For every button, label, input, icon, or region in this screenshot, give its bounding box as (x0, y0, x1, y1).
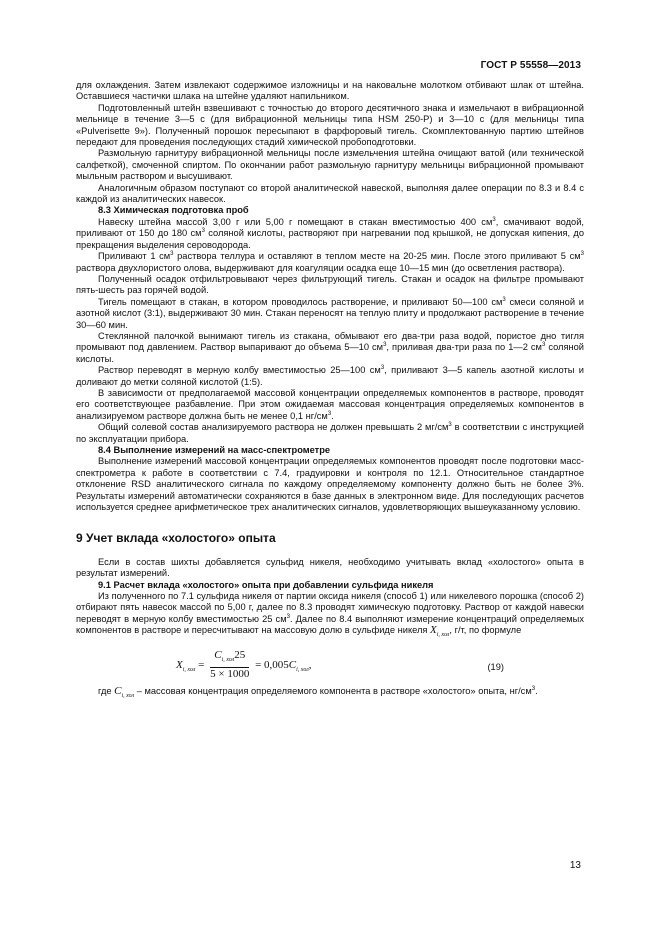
formula-symbol-x: $X_{i, хол}$ (430, 624, 450, 639)
paragraph: Выполнение измерений массовой концентрации определяемых компонентов проводят после подготовки масс-спектрометра к работе в соответствии с 7.4, градуировки и контроля по 12.1. Относительное стандартное отклонение RSD аналитического сигнала по каждому определяемому компоненту должно быть не более 3%. Результаты измерений автоматически сохраняются в базе данных в электронном виде. Для последующих расчетов используется среднее арифметическое трех аналитических сигналов, удовлетворяющих вышеуказанному условию. (76, 456, 584, 513)
formula-fraction: $\frac{C_{i, хол}25}{5 \times 1000}$ (210, 648, 250, 681)
paragraph: Полученный осадок отфильтровывают через фильтрующий тигель. Стакан и осадок на фильтре промывают пять-шесть раз горячей водой. (76, 273, 584, 296)
paragraph: В зависимости от предполагаемой массовой концентрации определяемых компонентов в растворе, проводят его соответствующее разбавление. При этом ожидаемая массовая концентрация определяемых компонентов в анализируемом растворе должна быть не менее 0,1 $нг/см^3$. (76, 387, 584, 421)
paragraph: для охлаждения. Затем извлекают содержимое изложницы и на наковальне молотком отбивают шлак от штейна. Оставшиеся частички шлака на штейне удаляют напильником. (76, 80, 584, 102)
paragraph: Раствор переводят в мерную колбу вместимостью 25—100 $см^3$, приливают 3—5 капель азотной кислоты и доливают до метки соляной кислотой (1:5). (76, 365, 584, 387)
paragraph: Размольную гарнитуру вибрационной мельницы после измельчения штейна очищают ватой (или технической салфеткой), смоченной спиртом. По окончании работ размольную гарнитуру мельницы вибрационной промывают мыльным раствором и высушивают. (76, 148, 584, 182)
formula-number: (19) (487, 661, 504, 672)
paragraph: Общий солевой состав анализируемого раствора не должен превышать 2 $мг/см^3$ в соответствии с инструкцией по эксплуатации прибора. (76, 422, 584, 444)
paragraph: Аналогичным образом поступают со второй аналитической навеской, выполняя далее операции по 8.3 и 8.4 с каждой из аналитических навесок. (76, 182, 584, 205)
paragraph: Из полученного по 7.1 сульфида никеля от партии оксида никеля (способ 1) или никелевого порошка (способ 2) отбирают пять навесок массой по 5,00 г, далее по 8.3 проводят химическую подготовку. Раствор от каждой навески переводят в мерную колбу вместимостью 25 $см^3$. Далее по 8.4 выполняют измерение концентраций определяемых компонентов в растворе и пересчитывают на массовую долю в сульфиде никеля $X_{i, хол}$, г/т, по формуле (76, 591, 585, 639)
formula-body: $X_{i, хол}$ = $\frac{C_{i, хол}25}{5 \times 1000}$ = $0,005C_{i, хол}$, (176, 648, 312, 681)
section-heading-8-3: 8.3 Химическая подготовка проб (98, 205, 249, 216)
formula-symbol-c: $C_{i, хол}$ (114, 684, 135, 699)
paragraph: Навеску штейна массой 3,00 г или 5,00 г помещают в стакан вместимостью 400 $см^3$, смачивают водой, приливают от 150 до 180 $см^3$ соляной кислоты, растворяют при нагревании под крышкой, не допуская кипения, до прекращения выделения сероводорода. (76, 216, 585, 250)
section-heading-9: 9 Учет вклада «холостого» опыта (76, 531, 276, 546)
paragraph: Если в состав шихты добавляется сульфид никеля, необходимо учитывать вклад «холостого» опыта в результат измерений. (76, 556, 584, 579)
paragraph: Подготовленный штейн взвешивают с точностью до второго десятичного знака и измельчают в вибрационной мельнице в течение 3—5 с (для вибрационной мельницы типа HSM 250-P) и 3—10 с (для мельницы типа «Pulverisette 9»). Полученный порошок пересыпают в фарфоровый тигель. Скомплектованную партию штейнов передают для проведения последующих стадий химической пробоподготовки. (76, 102, 584, 148)
paragraph: Приливают 1 $см^3$ раствора теллура и оставляют в теплом месте на 20-25 мин. После этого приливают 5 $см^3$ раствора двухлористого олова, выдерживают для коагуляции осадка еще 10—15 мин (до осветления раствора). (76, 251, 584, 273)
document-body (76, 80, 584, 702)
page-number: 13 (569, 860, 581, 871)
section-heading-9-1: 9.1 Расчет вклада «холостого» опыта при добавлении сульфида никеля (98, 579, 434, 590)
section-heading-8-4: 8.4 Выполнение измерений на масс-спектрометре (98, 445, 331, 455)
formula-19 (76, 644, 584, 686)
paragraph: Стеклянной палочкой вынимают тигель из стакана, обмывают его два-три раза водой, пористое дно тигля промывают под давлением. Раствор выпаривают до объема 5—10 $см^3$, приливая два-три раза по 1—2 $см^3$ соляной кислоты. (76, 330, 585, 364)
paragraph: где $C_{i, хол}$ – массовая концентрация определяемого компонента в растворе «холостого» опыта, $нг/см^3$. (98, 684, 538, 699)
document-header: ГОСТ Р 55558—2013 (480, 60, 581, 71)
paragraph: Тигель помещают в стакан, в котором проводилось растворение, и приливают 50—100 $см^3$ смеси соляной и азотной кислот (3:1), выдерживают 30 мин. Стакан переносят на теплую плиту и продолжают растворение в течение 30—60 мин. (76, 296, 584, 330)
